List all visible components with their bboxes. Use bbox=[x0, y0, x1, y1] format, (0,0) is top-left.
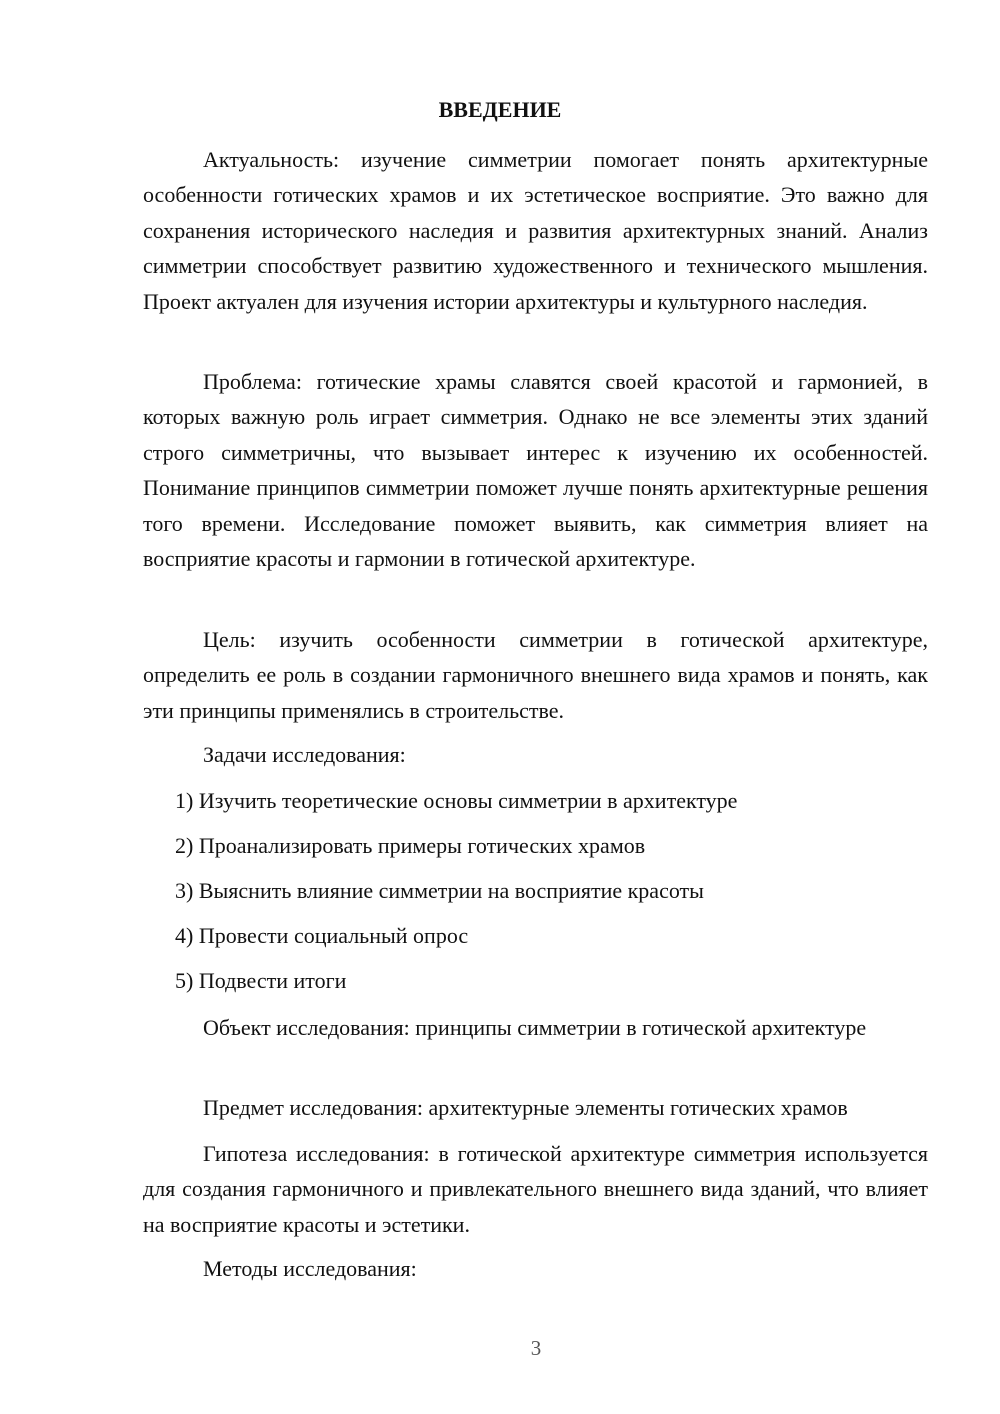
task-item-3: 3) Выяснить влияние симметрии на восприятие красоты bbox=[175, 878, 704, 903]
task-item-4: 4) Провести социальный опрос bbox=[175, 923, 469, 948]
task-item-2: 2) Проанализировать примеры готических храмов bbox=[175, 833, 646, 858]
relevance-paragraph: Актуальность: изучение симметрии помогает понять архитектурные особенности готических храмов и их эстетическое восприятие. Это важно для сохранения исторического наследия и развития архитектурных знаний. Анализ симметрии способствует развитию художественного и технического мышления. Проект актуален для изучения истории архитектуры и культурного наследия. bbox=[143, 147, 928, 314]
object-paragraph: Объект исследования: принципы симметрии в готической архитектуре bbox=[203, 1015, 867, 1040]
methods-heading: Методы исследования: bbox=[203, 1256, 417, 1281]
task-item-1: 1) Изучить теоретические основы симметрии в архитектуре bbox=[175, 788, 738, 813]
problem-paragraph: Проблема: готические храмы славятся своей красотой и гармонией, в которых важную роль играет симметрия. Однако не все элементы этих зданий строго симметричны, что вызывает интерес к изучению их особенностей. Понимание принципов симметрии поможет лучше понять архитектурные решения того времени. Исследование поможет выявить, как симметрия влияет на восприятие красоты и гармонии в готической архитектуре. bbox=[143, 369, 928, 572]
section-title bbox=[72, 95, 1000, 125]
goal-paragraph: Цель: изучить особенности симметрии в готической архитектуре, определить ее роль в создании гармоничного внешнего вида храмов и понять, как эти принципы применялись в строительстве. bbox=[143, 627, 928, 723]
tasks-heading: Задачи исследования: bbox=[203, 742, 406, 767]
subject-paragraph: Предмет исследования: архитектурные элементы готических храмов bbox=[203, 1095, 848, 1120]
task-item-5: 5) Подвести итоги bbox=[175, 968, 347, 993]
hypothesis-paragraph: Гипотеза исследования: в готической архитектуре симметрия используется для создания гармоничного и привлекательного внешнего вида зданий, что влияет на восприятие красоты и эстетики. bbox=[143, 1141, 928, 1237]
page-number: 3 bbox=[530, 1336, 542, 1360]
section-title-text: ВВЕДЕНИЕ bbox=[438, 97, 562, 122]
